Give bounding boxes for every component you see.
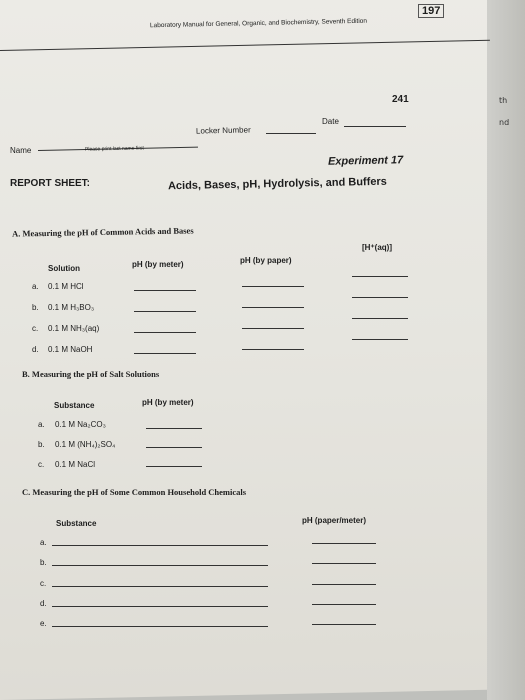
answer-line[interactable]	[242, 286, 304, 287]
answer-line[interactable]	[352, 339, 408, 340]
answer-line[interactable]	[312, 563, 376, 564]
col-ph-meter: pH (by meter)	[132, 260, 184, 269]
row-a-letter: a.	[32, 282, 39, 291]
margin-note-nd: nd	[499, 118, 510, 127]
row-b-letter: b.	[38, 440, 45, 449]
answer-line[interactable]	[242, 328, 304, 329]
row-e-letter: e.	[40, 619, 47, 628]
margin-note-th: th	[499, 96, 508, 105]
row-d-solution: 0.1 M NaOH	[48, 345, 93, 354]
answer-line[interactable]	[146, 428, 202, 429]
col-h-concentration: [H⁺(aq)]	[362, 243, 392, 252]
col-ph-paper-meter: pH (paper/meter)	[302, 516, 367, 525]
answer-line[interactable]	[134, 290, 196, 291]
adjacent-page-edge	[487, 0, 525, 700]
row-c-letter: c.	[40, 579, 47, 588]
col-ph-meter: pH (by meter)	[142, 398, 194, 407]
name-label: Name	[10, 146, 32, 155]
answer-line[interactable]	[134, 353, 196, 354]
answer-line[interactable]	[52, 565, 268, 566]
answer-line[interactable]	[312, 624, 376, 625]
answer-line[interactable]	[134, 332, 196, 333]
col-solution: Solution	[48, 264, 80, 273]
answer-line[interactable]	[312, 604, 376, 605]
answer-line[interactable]	[312, 584, 376, 585]
answer-line[interactable]	[52, 626, 268, 627]
col-substance: Substance	[54, 401, 95, 410]
row-b-letter: b.	[32, 303, 39, 312]
answer-line[interactable]	[242, 349, 304, 350]
corner-page-number: 197	[418, 4, 444, 18]
answer-line[interactable]	[352, 318, 408, 319]
experiment-title: Acids, Bases, pH, Hydrolysis, and Buffers	[167, 175, 387, 193]
col-ph-paper: pH (by paper)	[240, 256, 292, 265]
answer-line[interactable]	[134, 311, 196, 312]
date-label: Date	[322, 117, 339, 126]
section-c-heading: C. Measuring the pH of Some Common Household Chemicals	[22, 487, 247, 497]
row-b-substance: 0.1 M (NH₄)₂SO₄	[55, 440, 116, 449]
row-d-letter: d.	[32, 345, 39, 354]
row-c-letter: c.	[32, 324, 39, 333]
page-number: 241	[392, 94, 409, 105]
row-a-letter: a.	[38, 420, 45, 429]
answer-line[interactable]	[146, 466, 202, 467]
section-a-heading: A. Measuring the pH of Common Acids and Bases	[11, 225, 194, 239]
row-b-letter: b.	[40, 558, 47, 567]
answer-line[interactable]	[242, 307, 304, 308]
row-c-letter: c.	[38, 460, 45, 469]
row-c-solution: 0.1 M NH₃(aq)	[48, 324, 100, 333]
answer-line[interactable]	[146, 447, 202, 448]
answer-line[interactable]	[52, 545, 268, 546]
name-hint: Please print last name first	[84, 145, 144, 153]
date-line[interactable]	[344, 126, 406, 127]
report-sheet-label: REPORT SHEET:	[10, 178, 91, 189]
locker-number-label: Locker Number	[195, 125, 251, 136]
row-c-substance: 0.1 M NaCl	[55, 460, 96, 469]
col-substance: Substance	[56, 519, 97, 528]
section-b-heading: B. Measuring the pH of Salt Solutions	[22, 369, 160, 379]
manual-title: Laboratory Manual for General, Organic, and Biochemistry, Seventh Edition	[149, 17, 368, 30]
row-a-letter: a.	[40, 538, 47, 547]
answer-line[interactable]	[52, 606, 268, 607]
row-a-substance: 0.1 M Na₂CO₃	[55, 420, 106, 429]
row-d-letter: d.	[40, 599, 47, 608]
row-b-solution: 0.1 M H₃BO₃	[48, 303, 95, 312]
row-a-solution: 0.1 M HCl	[48, 282, 84, 291]
locker-number-line[interactable]	[266, 133, 316, 134]
answer-line[interactable]	[52, 586, 268, 587]
answer-line[interactable]	[312, 543, 376, 544]
answer-line[interactable]	[352, 276, 408, 277]
answer-line[interactable]	[352, 297, 408, 298]
experiment-number: Experiment 17	[327, 154, 404, 168]
